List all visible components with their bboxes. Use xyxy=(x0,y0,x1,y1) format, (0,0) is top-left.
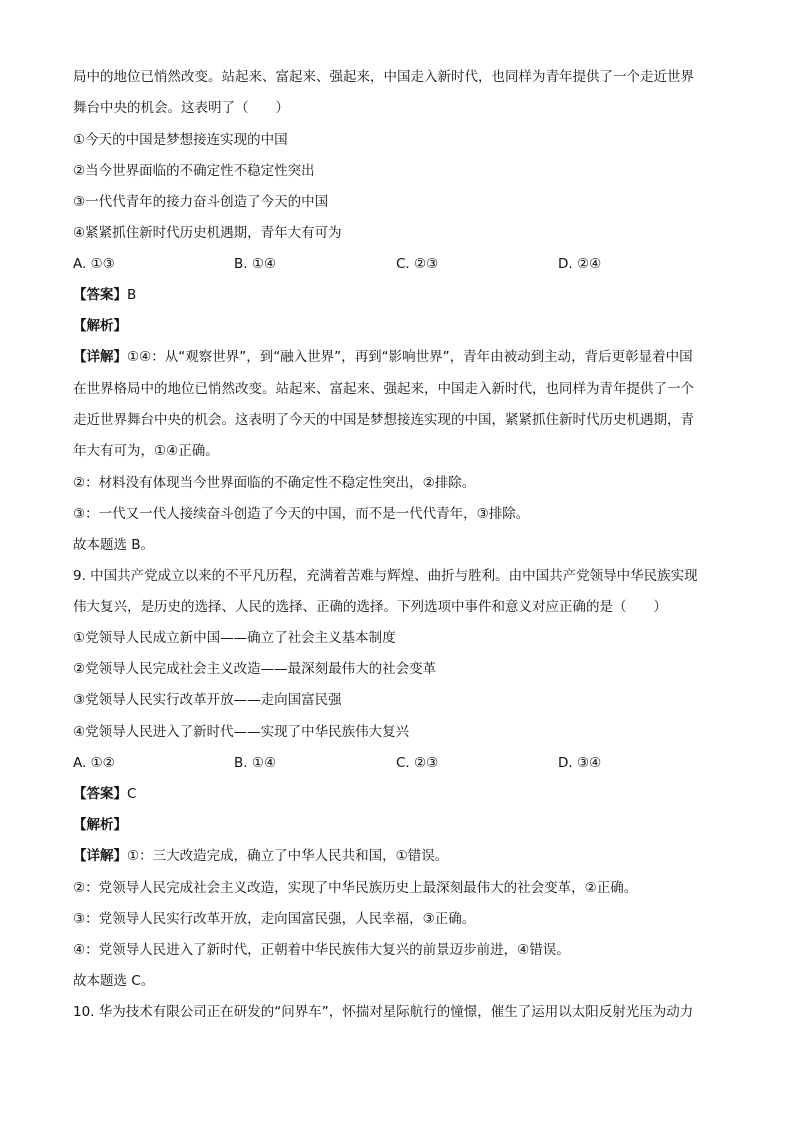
q8-conclusion: 故本题选 B。 xyxy=(73,537,155,553)
q8-answer-tag: 【答案】 xyxy=(73,287,127,303)
q9-analysis-tag: 【解析】 xyxy=(73,817,127,833)
q9-option-d: D. ③④ xyxy=(558,755,602,771)
q9-detail-text-1: ①：三大改造完成，确立了中华人民共和国，①错误。 xyxy=(127,848,449,864)
q9-option-b: B. ①④ xyxy=(234,755,277,771)
q8-answer xyxy=(73,285,136,305)
q9-answer-value: C xyxy=(127,786,137,802)
q8-option-b: B. ①④ xyxy=(234,256,277,272)
q8-detail-line-5: ②：材料没有体现当今世界面临的不确定性不稳定性突出，②排除。 xyxy=(73,475,476,491)
q8-detail-line-1 xyxy=(73,347,693,367)
q9-stem-line-1: 9. 中国共产党成立以来的不平凡历程，充满着苦难与辉煌、曲折与胜利。由中国共产党领导中华民族实现 xyxy=(73,568,698,584)
q8-detail-line-2: 在世界格局中的地位已悄然改变。站起来、富起来、强起来，中国走入新时代，也同样为青年提供了一个 xyxy=(73,381,694,397)
q8-stem-line-1: 局中的地位已悄然改变。站起来、富起来、强起来，中国走入新时代，也同样为青年提供了一个走近世界 xyxy=(73,69,694,85)
q9-detail-line-1 xyxy=(73,846,448,866)
q8-detail-tag: 【详解】 xyxy=(73,349,127,365)
q8-detail-line-3: 走近世界舞台中央的机会。这表明了今天的中国是梦想接连实现的中国，紧紧抓住新时代历史机遇期，青 xyxy=(73,412,694,428)
q8-item-2: ②当今世界面临的不确定性不稳定性突出 xyxy=(73,163,315,179)
q9-detail-line-2: ②：党领导人民完成社会主义改造，实现了中华民族历史上最深刻最伟大的社会变革，②正确。 xyxy=(73,880,638,896)
q9-answer-tag: 【答案】 xyxy=(73,786,127,802)
q8-item-4: ④紧紧抓住新时代历史机遇期，青年大有可为 xyxy=(73,225,342,241)
q9-answer xyxy=(73,784,136,804)
q8-detail-line-6: ③：一代又一代人接续奋斗创造了今天的中国，而不是一代代青年，③排除。 xyxy=(73,506,530,522)
q10-stem-line-1: 10. 华为技术有限公司正在研发的“问界车”，怀揣对星际航行的憧憬，催生了运用以太阳反射光压为动力 xyxy=(73,1004,694,1020)
q9-detail-tag: 【详解】 xyxy=(73,848,127,864)
q8-option-c: C. ②③ xyxy=(396,256,439,272)
q8-answer-value: B xyxy=(127,287,137,303)
q9-item-3: ③党领导人民实行改革开放——走向国富民强 xyxy=(73,692,342,708)
q8-stem-line-2: 舞台中央的机会。这表明了（ ） xyxy=(73,100,289,116)
q8-detail-line-4: 年大有可为，①④正确。 xyxy=(73,443,219,459)
q8-option-a: A. ①③ xyxy=(73,256,115,272)
q9-option-a: A. ①② xyxy=(73,755,115,771)
q8-detail-text-1: ①④：从“观察世界”，到“融入世界”，再到“影响世界”，青年由被动到主动，背后更彰显着中国 xyxy=(127,349,693,365)
q9-item-1: ①党领导人民成立新中国——确立了社会主义基本制度 xyxy=(73,630,396,646)
q8-analysis-tag: 【解析】 xyxy=(73,318,127,334)
q9-item-2: ②党领导人民完成社会主义改造——最深刻最伟大的社会变革 xyxy=(73,661,437,677)
q9-detail-line-4: ④：党领导人民进入了新时代，正朝着中华民族伟大复兴的前景迈步前进，④错误。 xyxy=(73,942,570,958)
q9-stem-line-2: 伟大复兴，是历史的选择、人民的选择、正确的选择。下列选项中事件和意义对应正确的是（ ） xyxy=(73,599,667,615)
q8-item-1: ①今天的中国是梦想接连实现的中国 xyxy=(73,132,288,148)
q9-conclusion: 故本题选 C。 xyxy=(73,973,155,989)
q8-item-3: ③一代代青年的接力奋斗创造了今天的中国 xyxy=(73,194,329,210)
q9-detail-line-3: ③：党领导人民实行改革开放，走向国富民强，人民幸福，③正确。 xyxy=(73,911,476,927)
q9-option-c: C. ②③ xyxy=(396,755,439,771)
q8-option-d: D. ②④ xyxy=(558,256,602,272)
q9-item-4: ④党领导人民进入了新时代——实现了中华民族伟大复兴 xyxy=(73,724,410,740)
